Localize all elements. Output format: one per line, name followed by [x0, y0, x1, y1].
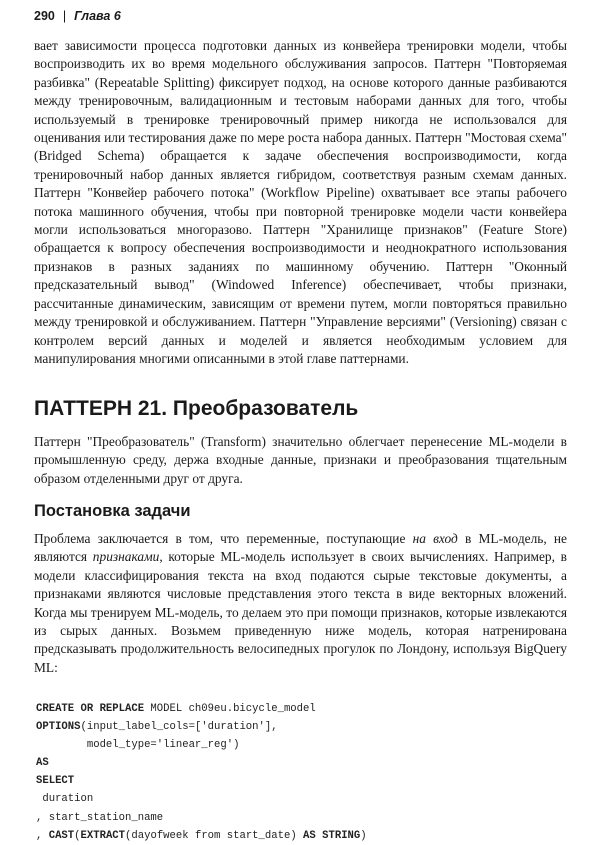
code-text: , [36, 829, 49, 842]
page-number: 290 [34, 9, 55, 23]
emphasis-input: на вход [412, 531, 458, 546]
code-keyword: AS STRING [303, 829, 361, 842]
code-text: (input_label_cols=['duration'], [80, 721, 278, 734]
code-listing [36, 700, 367, 845]
paragraph-pattern-summary: Паттерн "Преобразователь" (Transform) значительно облегчает перенесение ML-модели в промышленную среду, держа входные данные, признаки и преобразования тщательным образом отделенными друг от друга. [34, 434, 567, 486]
code-keyword: OPTIONS [36, 721, 81, 734]
code-text: model_type='linear_reg') [36, 739, 240, 752]
paragraph-problem [34, 530, 567, 677]
code-text: ) [360, 829, 367, 842]
code-keyword: EXTRACT [80, 829, 126, 842]
page-header [34, 9, 121, 23]
section-heading-problem: Постановка задачи [34, 502, 191, 520]
code-text: (dayofweek from start_date) [125, 829, 304, 842]
text-run: в ML-модель, не являются [34, 531, 567, 565]
text-run: , которые ML-модель использует в своих вычислениях. Например, в модели классифицирования текста на вход подаются сырые текстовые документы, а признаками являются числовые представления этого текста в виде векторных вложений. Когда мы тренируем ML-модель, то делаем это при помощи признаков, которые извлекаются из сырых данных. Возьмем приведенную ниже модель, которая натренирована предсказывать продолжительность велосипедных прогулок по Лондону, используя BigQuery ML: [34, 549, 567, 675]
chapter-title: Глава 6 [74, 9, 121, 23]
code-keyword: SELECT [36, 775, 75, 788]
code-text: , start_station_name [36, 811, 164, 824]
emphasis-features: признаками [92, 549, 160, 565]
code-text: duration [36, 793, 94, 806]
text-run: Проблема заключается в том, что переменные, поступающие [34, 531, 413, 546]
paragraph-intro: вает зависимости процесса подготовки данных из конвейера тренировки модели, чтобы воспроизводить их во время модельного обслуживания запросов. Паттерн "Повторяемая разбивка" (Repeatable Splitting) фиксирует подход, на основе которого данные разбиваются между тренировочным, валидационным и тестовым наборами данных для того, чтобы используемый в тренировке тренировочный пример никогда не использовался для оценивания или тестирования даже по мере роста набора данных. Паттерн "Мостовая схема" (Bridged Schema) обращается к задаче обеспечения воспроизводимости, когда тренировочный набор данных является гибридом, соответствуя разным схемам данных. Паттерн "Конвейер рабочего потока" (Workflow Pipeline) охватывает все этапы рабочего потока машинного обучения, чтобы при повторной тренировке модели части конвейера могли использоваться многоразово. Паттерн "Хранилище признаков" (Feature Store) обращается к вопросу обеспечения воспроизводимости и неоднократного использования признаков в разных заданиях по машинному обучению. Паттерн "Оконный предсказательный вывод" (Windowed Inference) обеспечивает, чтобы признаки, рассчитанные динамическим, зависящим от времени путем, могли повторяться правильно между тренировкой и обслуживанием. Паттерн "Управление версиями" (Versioning) связан с контролем версий данных и моделей и является необходимым условием для манипулирования многими описанными в этой главе паттернами. [34, 38, 567, 366]
code-keyword: CAST [48, 829, 75, 842]
code-keyword: CREATE OR REPLACE [36, 703, 145, 715]
code-text: MODEL ch09eu.bicycle_model [144, 703, 316, 715]
pattern-heading: ПАТТЕРН 21. Преобразователь [34, 397, 359, 420]
header-separator: | [62, 9, 67, 23]
code-text: ( [74, 829, 81, 842]
code-keyword: AS [36, 757, 49, 770]
